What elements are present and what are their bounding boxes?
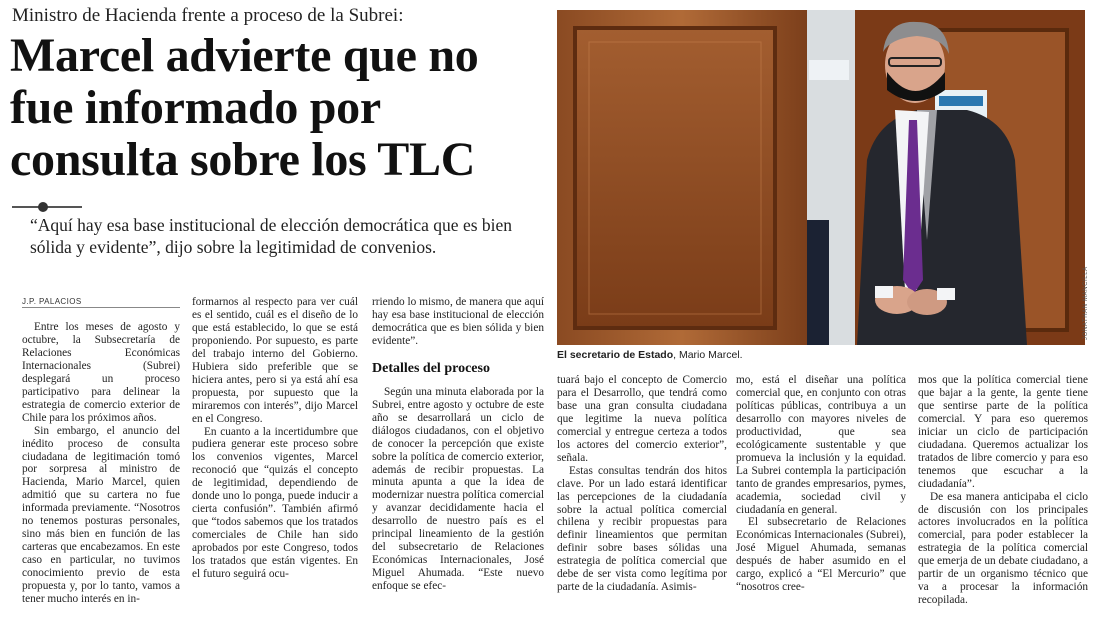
paragraph: Según una minuta elaborada por la Subrei, entre agosto y octubre de este año se desarrollará un ciclo de diálogos ciudadanos, con el objetivo de conocer la percepción que existe sobre la política de comercio exterior, además de recibir propuestas. La minuta apunta a que la idea de modernizar nuestra política comercial y avanzar decididamente hacia el desarrollo de nuestro país es el principal lineamiento de la gestión del subsecretario de Relaciones Económicas Internacionales, José Miguel Ahumada. “Este nuevo enfoque se efec- (372, 385, 544, 593)
column-2 (192, 296, 358, 616)
column-5 (736, 374, 906, 616)
paragraph: tuará bajo el concepto de Comercio para el Desarrollo, que tendrá como base una gran consulta ciudadana que legitime la nueva política comercial y entregue certeza a todos los actores del comercio exterior”, señala. (557, 374, 727, 464)
paragraph: Estas consultas tendrán dos hitos clave. Por un lado estará identificar las percepciones de la ciudadanía sobre la actual política comercial chilena y recibir propuestas para definir lineamientos que permitan definir sobre bases sólidas una estrategia de política comercial que debe de ser vista como legítima por parte de la ciudadanía. Asimis- (557, 464, 727, 594)
kicker: Ministro de Hacienda frente a proceso de la Subrei: (12, 5, 404, 26)
photo-caption (557, 349, 1057, 361)
caption-rest: , Mario Marcel. (673, 349, 743, 361)
paragraph: rriendo lo mismo, de manera que aquí hay esa base institucional de elección democrática que es bien sólida y bien evidente”. (372, 296, 544, 347)
paragraph: El subsecretario de Relaciones Económicas Internacionales (Subrei), José Miguel Ahumada, semanas después de haber asumido en el cargo, explicó a “El Mercurio” que “nosotros cree- (736, 516, 906, 594)
photo-illustration (557, 10, 1085, 345)
column-1 (22, 321, 180, 615)
column-4 (557, 374, 727, 616)
caption-bold: El secretario de Estado (557, 349, 674, 361)
column-3 (372, 296, 544, 616)
paragraph: formarnos al respecto para ver cuál es el sentido, cuál es el diseño de lo que está establecido, lo que se está proponiendo. Por supuesto, es parte del trabajo interno del Gobierno. Hubiera sido preferible que se hiciera antes, pero si ya está ahí esa propuesta, por supuesto que la miraremos con interés”, dijo Marcel en el Congreso. (192, 296, 358, 425)
subhead: Detalles del proceso (372, 360, 490, 376)
paragraph: Entre los meses de agosto y octubre, la Subsecretaría de Relaciones Económicas Internacionales (Subrei) desplegará un proceso participativo para delinear la estrategia de comercio exterior de Chile para los próximos años. (22, 321, 180, 424)
photo-credit: JONATHAN MANCILLA (1083, 266, 1089, 340)
photo (557, 10, 1085, 345)
paragraph: En cuanto a la incertidumbre que pudiera generar este proceso sobre los convenios vigentes, Marcel reconoció que “quizás el concepto de legitimidad, dependiendo de donde uno lo ponga, puede inducir a cierta confusión”. También afirmó que “todos sabemos que los tratados comerciales de Chile han sido aprobados por este Congreso, todos los tratados que están vigentes. En el futuro seguirá ocu- (192, 425, 358, 581)
paragraph: mos que la política comercial tiene que bajar a la gente, la gente tiene que sentirse parte de la política comercial. Y para eso queremos iniciar un ciclo de participación ciudadana. Queremos actualizar los tratados de libre comercio y para eso tenemos que escuchar a la ciudadanía”. (918, 374, 1088, 490)
column-6 (918, 374, 1088, 616)
paragraph: De esa manera anticipaba el ciclo de discusión con los principales actores involucrados en la política comercial, para poder establecer la estrategia de la política comercial que emerja de un debate ciudadano, a partir de un organismo técnico que va a procesar la información recopilada. (918, 490, 1088, 607)
deck-dot (38, 202, 48, 212)
paragraph: mo, está el diseñar una política comercial que, en conjunto con otras políticas públicas, contribuya a un desarrollo con mayores niveles de productividad, que sea ecológicamente sustentable y que promueva la inclusión y la equidad. La Subrei contempla la participación tanto de grandes empresarios, pymes, academia, sociedad civil y ciudadanía en general. (736, 374, 906, 516)
headline: Marcel advierte que no fue informado por consulta sobre los TLC (10, 29, 479, 186)
deck: “Aquí hay esa base institucional de elección democrática que es bien sólida y evidente”, dijo sobre la legitimidad de convenios. (30, 215, 513, 257)
paragraph: Sin embargo, el anuncio del inédito proceso de consulta ciudadana de legitimación tomó por sorpresa al ministro de Hacienda, Mario Marcel, quien admitió que su cartera no fue informada previamente. “Nosotros no tenemos posturas personales, sino más bien en función de las carteras que encabezamos. En este caso en particular, no tuvimos conocimiento previo de esta propuesta y, por lo tanto, vamos a tener mucho interés en in- (22, 424, 180, 606)
byline: J.P. PALACIOS (22, 297, 82, 306)
byline-rule (22, 307, 180, 308)
